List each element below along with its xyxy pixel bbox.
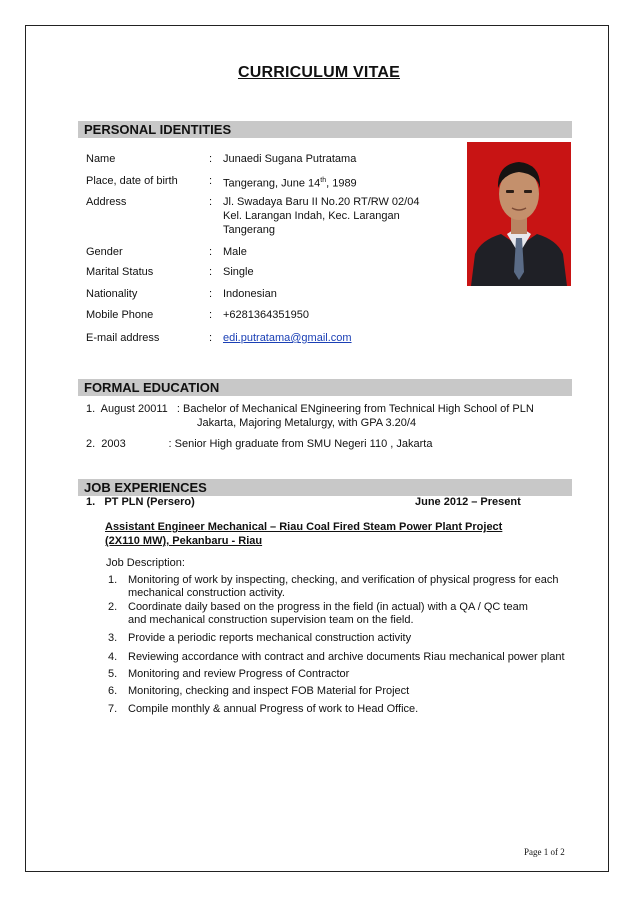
value-address-line3: Tangerang — [223, 224, 275, 236]
email-link[interactable]: edi.putratama@gmail.com — [223, 332, 352, 344]
duty-number: 7. — [108, 703, 118, 715]
value-marital: Single — [223, 266, 254, 278]
duty-2-line1: Coordinate daily based on the progress in the field (in actual) with a QA / QC team — [128, 601, 528, 613]
formal-education-heading: FORMAL EDUCATION — [78, 379, 572, 396]
birth-suffix: , 1989 — [326, 177, 357, 190]
document-title: CURRICULUM VITAE — [237, 64, 400, 81]
job-position-line1: Assistant Engineer Mechanical – Riau Coal Fired Steam Power Plant Project — [105, 521, 503, 533]
duty-6: Monitoring, checking and inspect FOB Material for Project — [128, 685, 410, 697]
duty-1-line2: mechanical construction activity. — [128, 587, 285, 599]
duty-number: 6. — [108, 685, 118, 697]
duty-number: 2. — [108, 601, 118, 613]
label-nationality: Nationality — [86, 288, 138, 300]
colon: : — [209, 175, 213, 187]
job-position-line2: (2X110 MW), Pekanbaru - Riau — [105, 535, 263, 547]
profile-photo-illustration — [467, 142, 571, 286]
colon: : — [209, 153, 213, 165]
value-name: Junaedi Sugana Putratama — [223, 153, 357, 165]
duty-4: Reviewing accordance with contract and archive documents Riau mechanical power plant — [128, 651, 565, 663]
education-item-2: 2. 2003 : Senior High graduate from SMU Negeri 110 , Jakarta — [86, 438, 433, 450]
label-birth: Place, date of birth — [86, 175, 178, 187]
label-gender: Gender — [86, 246, 123, 258]
birth-sup: th — [320, 177, 327, 184]
label-marital: Marital Status — [86, 266, 154, 278]
label-email: E-mail address — [86, 332, 160, 344]
colon: : — [209, 288, 213, 300]
colon: : — [209, 332, 213, 344]
value-birth — [223, 174, 453, 191]
birth-prefix: Tangerang, June 14 — [223, 177, 321, 190]
duty-1-line1: Monitoring of work by inspecting, checking, and verification of physical progress for each — [128, 574, 559, 586]
value-address-line2: Kel. Larangan Indah, Kec. Larangan — [223, 210, 400, 222]
colon: : — [209, 196, 213, 208]
duty-number: 5. — [108, 668, 118, 680]
education-item-1-line1: 1. August 20011 : Bachelor of Mechanical ENgineering from Technical High School of PLN — [86, 403, 534, 415]
education-item-1-line2: Jakarta, Majoring Metalurgy, with GPA 3.20/4 — [197, 417, 417, 429]
value-gender: Male — [223, 246, 247, 258]
duty-2-line2: and mechanical construction supervision team on the field. — [128, 614, 414, 626]
job-period: June 2012 – Present — [415, 496, 521, 508]
value-address-line1: Jl. Swadaya Baru II No.20 RT/RW 02/04 — [223, 196, 420, 208]
job-description-label: Job Description: — [106, 557, 185, 569]
duty-number: 3. — [108, 632, 118, 644]
duty-number: 1. — [108, 574, 118, 586]
value-nationality: Indonesian — [223, 288, 277, 300]
duty-5: Monitoring and review Progress of Contractor — [128, 668, 350, 680]
colon: : — [209, 309, 213, 321]
company-name: 1. PT PLN (Persero) — [86, 496, 195, 508]
duty-number: 4. — [108, 651, 118, 663]
label-phone: Mobile Phone — [86, 309, 154, 321]
duty-3: Provide a periodic reports mechanical construction activity — [128, 632, 412, 644]
colon: : — [209, 246, 213, 258]
label-address: Address — [86, 196, 127, 208]
job-experiences-heading: JOB EXPERIENCES — [78, 479, 572, 496]
colon: : — [209, 266, 213, 278]
label-name: Name — [86, 153, 116, 165]
profile-photo — [467, 142, 571, 286]
page-number: Page 1 of 2 — [524, 847, 565, 857]
value-phone: +6281364351950 — [223, 309, 309, 321]
personal-identities-heading: PERSONAL IDENTITIES — [78, 121, 572, 138]
duty-7: Compile monthly & annual Progress of work to Head Office. — [128, 703, 419, 715]
